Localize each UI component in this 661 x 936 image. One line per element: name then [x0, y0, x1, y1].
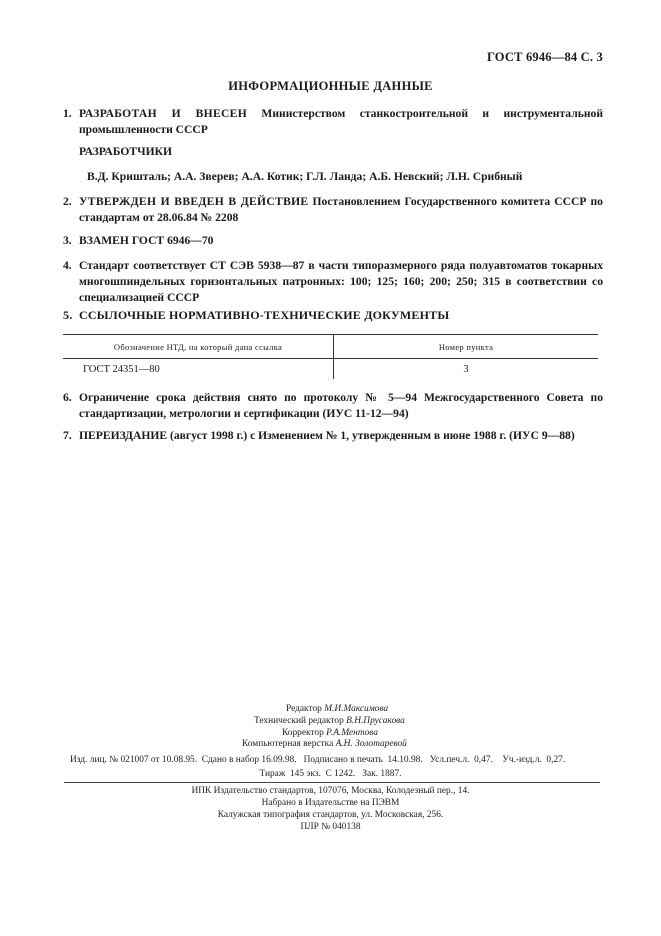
item-text: Постановлением Государственного комитета СССР по стандартам от 28.06.84 № 2208	[79, 195, 603, 224]
page-header-code: ГОСТ 6946—84 С. 3	[486, 50, 603, 64]
credit-editor: Редактор М.И.Максимова	[286, 704, 389, 714]
item-7	[63, 428, 603, 444]
item-text: ПЕРЕИЗДАНИЕ (август 1998 г.) с Изменением № 1, утвержденным в июне 1988 г. (ИУС 9—88)	[79, 429, 575, 442]
item-text: Министерством станкостроительной и инструментальной промышленности СССР	[79, 107, 603, 136]
item-number: 7.	[63, 429, 72, 442]
item-6	[63, 390, 603, 422]
item-number: 5.	[63, 308, 73, 322]
item-1	[63, 106, 603, 138]
item-4	[63, 258, 603, 306]
developers-list: В.Д. Кришталь; А.А. Зверев; А.А. Котик; Г.Л. Ланда; А.Б. Невский; Л.Н. Срибный	[87, 170, 523, 183]
developers-heading: РАЗРАБОТЧИКИ	[79, 145, 173, 158]
table-cell-clause: 3	[463, 363, 469, 375]
imprint-divider	[64, 782, 600, 783]
table-cell-ntd: ГОСТ 24351—80	[63, 359, 334, 380]
item-number: 2.	[63, 195, 72, 208]
imprint-credits	[242, 704, 532, 751]
publisher-line-4: ПЛР № 040138	[300, 822, 361, 832]
item-text: Стандарт соответствует СТ СЭВ 5938—87 в части типоразмерного ряда полуавтоматов токарных многошпиндельных горизонтальных патронных: 100; 125; 160; 200; 250; 315 в соответствии со специализацией СССР	[79, 259, 603, 304]
item-number: 4.	[63, 259, 72, 272]
item-5	[63, 307, 603, 323]
table-header-row	[63, 335, 598, 359]
item-text: ВЗАМЕН ГОСТ 6946—70	[79, 234, 214, 247]
item-lead: УТВЕРЖДЕН И ВВЕДЕН В ДЕЙСТВИЕ	[79, 195, 309, 208]
reference-table	[63, 334, 598, 379]
column-header-ntd: Обозначение НТД, на который дана ссылка	[63, 335, 334, 359]
item-number: 1.	[63, 107, 72, 120]
item-text: ССЫЛОЧНЫЕ НОРМАТИВНО-ТЕХНИЧЕСКИЕ ДОКУМЕНТЫ	[79, 308, 450, 322]
column-header-clause: Номер пункта	[334, 335, 599, 359]
item-2	[63, 194, 603, 226]
credit-tech-editor: Технический редактор В.Н.Прусакова	[254, 715, 405, 726]
item-number: 3.	[63, 234, 72, 247]
imprint-line-2: Тираж 145 экз. С 1242. Зак. 1887.	[259, 769, 402, 779]
item-lead: РАЗРАБОТАН И ВНЕСЕН	[79, 107, 248, 120]
publisher-line-2: Набрано в Издательстве на ПЭВМ	[261, 798, 400, 808]
table-row	[63, 359, 598, 380]
page-title: ИНФОРМАЦИОННЫЕ ДАННЫЕ	[228, 79, 433, 93]
item-number: 6.	[63, 391, 72, 404]
credit-corrector: Корректор Р.А.Ментова	[282, 727, 378, 738]
item-3	[63, 233, 603, 249]
item-text: Ограничение срока действия снято по протоколу № 5—94 Межгосударственного Совета по стандартизации, метрологии и сертификации (ИУС 11-12—94)	[79, 391, 603, 420]
publisher-line-1: ИПК Издательство стандартов, 107076, Москва, Колодезный пер., 14.	[191, 786, 470, 796]
imprint-line-1: Изд. лиц. № 021007 от 10.08.95. Сдано в набор 16.09.98. Подписано в печать 14.10.98. Усл.печ.л. 0,47. Уч.-изд.л. 0,27.	[70, 755, 566, 765]
credit-layout: Компьютерная верстка А.Н. Золотаревой	[242, 739, 407, 750]
publisher-line-3: Калужская типография стандартов, ул. Московская, 256.	[217, 810, 444, 820]
